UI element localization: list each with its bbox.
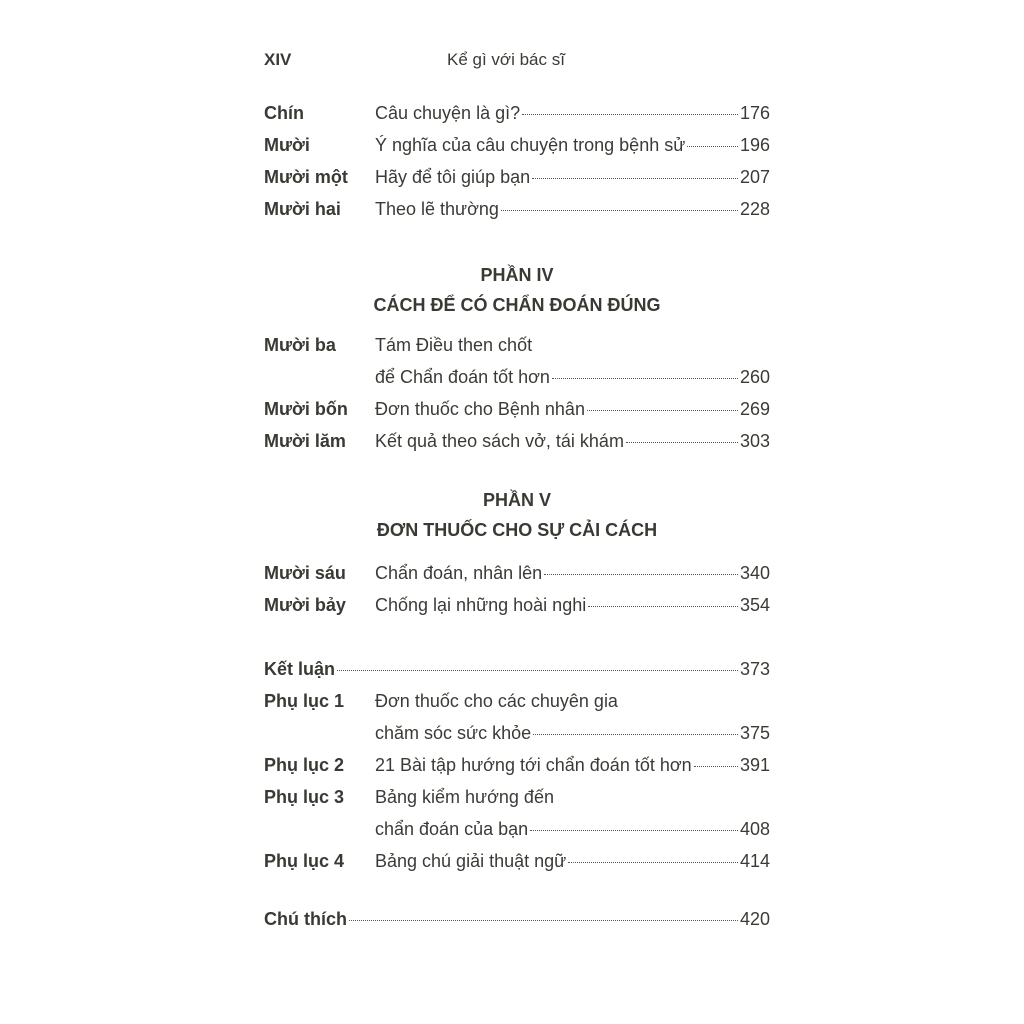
entry-title: Đơn thuốc cho các chuyên gia	[375, 691, 618, 711]
entry-label: Mười sáu	[264, 563, 346, 583]
page-header	[264, 50, 774, 74]
entry-line	[375, 850, 770, 872]
toc-entry[interactable]	[264, 754, 770, 776]
part-title: ĐƠN THUỐC CHO SỰ CẢI CÁCH	[376, 520, 658, 540]
dot-leader	[568, 862, 738, 863]
entry-title: Bảng kiểm hướng đến	[375, 787, 554, 807]
dot-leader	[532, 178, 738, 179]
part-heading-5	[264, 490, 770, 540]
toc-entry[interactable]	[264, 850, 770, 872]
dot-leader	[587, 410, 738, 411]
toc-entry[interactable]	[264, 786, 770, 840]
entry-label: Mười ba	[264, 335, 336, 355]
toc-entry[interactable]	[264, 166, 770, 188]
page-number: 391	[739, 755, 770, 775]
entry-title: chẩn đoán của bạn	[375, 819, 529, 839]
entry-body	[375, 754, 770, 776]
page-number: 373	[739, 659, 770, 679]
entry-label: Mười bốn	[264, 399, 348, 419]
page-folio: XIV	[264, 50, 292, 69]
entry-body	[375, 398, 770, 420]
page-number: 228	[739, 199, 770, 219]
dot-leader	[626, 442, 738, 443]
toc-entry[interactable]	[264, 594, 770, 616]
entry-label: Kết luận	[264, 659, 336, 679]
entry-title: Câu chuyện là gì?	[375, 103, 521, 123]
entry-body	[375, 134, 770, 156]
entry-line	[375, 690, 770, 712]
dot-leader	[533, 734, 738, 735]
entry-body	[264, 908, 770, 930]
entry-body	[264, 658, 770, 680]
entry-title: Chống lại những hoài nghi	[375, 595, 587, 615]
toc-entry[interactable]	[264, 198, 770, 220]
dot-leader	[501, 210, 738, 211]
toc-group-appendix	[264, 658, 770, 872]
entry-label: Mười hai	[264, 199, 341, 219]
entry-body	[375, 334, 770, 388]
entry-title: để Chẩn đoán tốt hơn	[375, 367, 550, 387]
entry-line	[375, 366, 770, 388]
entry-line	[375, 786, 770, 808]
dot-leader	[588, 606, 738, 607]
entry-body	[375, 430, 770, 452]
page-number: 354	[739, 595, 770, 615]
entry-label: Chú thích	[264, 909, 347, 929]
entry-label: Phụ lục 2	[264, 755, 345, 775]
toc-entry[interactable]	[264, 102, 770, 124]
toc-entry[interactable]	[264, 430, 770, 452]
page-number: 420	[739, 909, 770, 929]
entry-title: Tám Điều then chốt	[375, 335, 533, 355]
toc-entry[interactable]	[264, 690, 770, 744]
dot-leader	[349, 920, 738, 921]
toc-group-3	[264, 102, 770, 220]
toc-entry[interactable]	[264, 908, 770, 930]
entry-title: Đơn thuốc cho Bệnh nhân	[375, 399, 585, 419]
entry-body	[375, 594, 770, 616]
entry-line	[375, 722, 770, 744]
page-number: 260	[739, 367, 770, 387]
entry-line	[375, 594, 770, 616]
entry-line	[375, 398, 770, 420]
entry-title: Bảng chú giải thuật ngữ	[375, 851, 567, 871]
dot-leader	[522, 114, 738, 115]
entry-label: Mười	[264, 135, 310, 155]
entry-title: Chẩn đoán, nhân lên	[375, 563, 543, 583]
page-number: 414	[739, 851, 770, 871]
entry-title: chăm sóc sức khỏe	[375, 723, 532, 743]
entry-body	[375, 562, 770, 584]
toc-group-4	[264, 334, 770, 452]
dot-leader	[337, 670, 738, 671]
entry-label: Mười bảy	[264, 595, 346, 615]
entry-title: Hãy để tôi giúp bạn	[375, 167, 531, 187]
entry-title: Ý nghĩa của câu chuyện trong bệnh sử	[375, 135, 686, 155]
entry-label: Phụ lục 1	[264, 691, 345, 711]
entry-body	[375, 198, 770, 220]
part-title: CÁCH ĐỂ CÓ CHẨN ĐOÁN ĐÚNG	[373, 295, 661, 315]
entry-label: Mười lăm	[264, 431, 346, 451]
entry-body	[375, 786, 770, 840]
entry-line	[375, 134, 770, 156]
dot-leader	[544, 574, 738, 575]
page-number: 207	[739, 167, 770, 187]
entry-line	[375, 166, 770, 188]
page-number: 375	[739, 723, 770, 743]
running-title: Kể gì với bác sĩ	[447, 50, 565, 69]
toc-entry[interactable]	[264, 658, 770, 680]
dot-leader	[530, 830, 738, 831]
page-number: 340	[739, 563, 770, 583]
entry-line	[264, 658, 770, 680]
part-number: PHẦN V	[482, 490, 551, 510]
toc-entry[interactable]	[264, 134, 770, 156]
dot-leader	[687, 146, 738, 147]
page-number: 303	[739, 431, 770, 451]
entry-line	[375, 562, 770, 584]
part-heading-4	[264, 265, 770, 315]
entry-line	[375, 818, 770, 840]
entry-label: Phụ lục 4	[264, 851, 345, 871]
entry-label: Chín	[264, 103, 304, 123]
entry-title: 21 Bài tập hướng tới chẩn đoán tốt hơn	[375, 755, 692, 775]
dot-leader	[552, 378, 738, 379]
page-number: 408	[739, 819, 770, 839]
entry-body	[375, 690, 770, 744]
page-number: 269	[739, 399, 770, 419]
dot-leader	[694, 766, 738, 767]
page-number: 196	[739, 135, 770, 155]
entry-body	[375, 166, 770, 188]
entry-line	[375, 198, 770, 220]
toc-entry[interactable]	[264, 562, 770, 584]
toc-entry[interactable]	[264, 334, 770, 388]
entry-label: Mười một	[264, 167, 348, 187]
toc-group-5	[264, 562, 770, 616]
entry-line	[375, 430, 770, 452]
entry-title: Kết quả theo sách vở, tái khám	[375, 431, 624, 451]
entry-line	[375, 334, 770, 356]
page-number: 176	[739, 103, 770, 123]
toc-group-notes	[264, 908, 770, 930]
entry-body	[375, 850, 770, 872]
entry-title: Theo lẽ thường	[375, 199, 499, 219]
part-number: PHẦN IV	[480, 265, 554, 285]
entry-body	[375, 102, 770, 124]
entry-label: Phụ lục 3	[264, 787, 345, 807]
entry-line	[375, 754, 770, 776]
entry-line	[375, 102, 770, 124]
toc-entry[interactable]	[264, 398, 770, 420]
entry-line	[264, 908, 770, 930]
